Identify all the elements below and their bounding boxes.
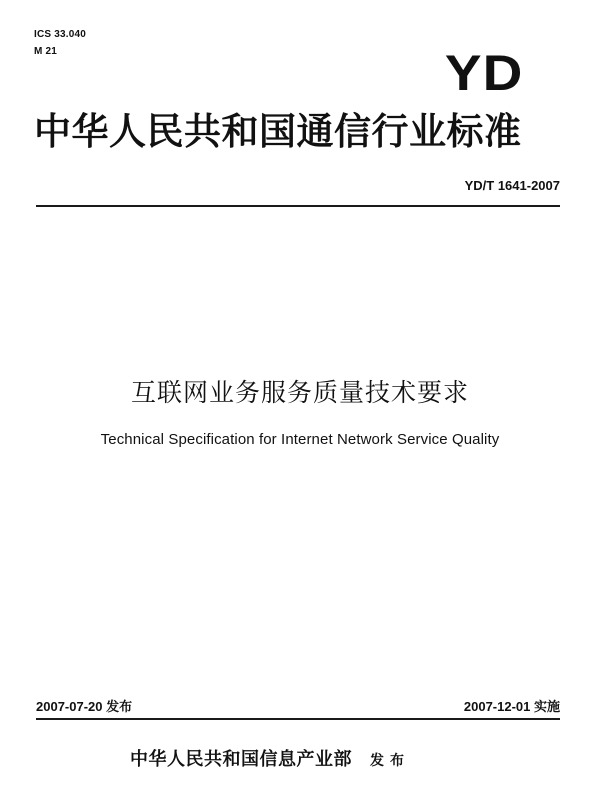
ics-code: ICS 33.040 xyxy=(34,29,87,40)
document-title-english: Technical Specification for Internet Network Service Quality xyxy=(100,431,500,448)
issuing-authority xyxy=(130,745,410,771)
ccs-code: M 21 xyxy=(34,46,58,57)
bottom-divider xyxy=(36,718,560,720)
organization-title: 中华人民共和国通信行业标准 xyxy=(34,110,522,153)
classification-codes xyxy=(34,26,86,60)
issuer-suffix: 发布 xyxy=(370,753,410,769)
issuer-name: 中华人民共和国信息产业部 xyxy=(130,749,352,770)
document-title-chinese: 互联网业务服务质量技术要求 xyxy=(130,378,469,407)
publish-date: 2007-07-20 发布 xyxy=(36,699,133,714)
top-divider xyxy=(36,205,560,207)
implement-date: 2007-12-01 实施 xyxy=(463,699,560,714)
yd-logo: YD xyxy=(444,45,523,101)
standard-number: YD/T 1641-2007 xyxy=(464,178,560,193)
